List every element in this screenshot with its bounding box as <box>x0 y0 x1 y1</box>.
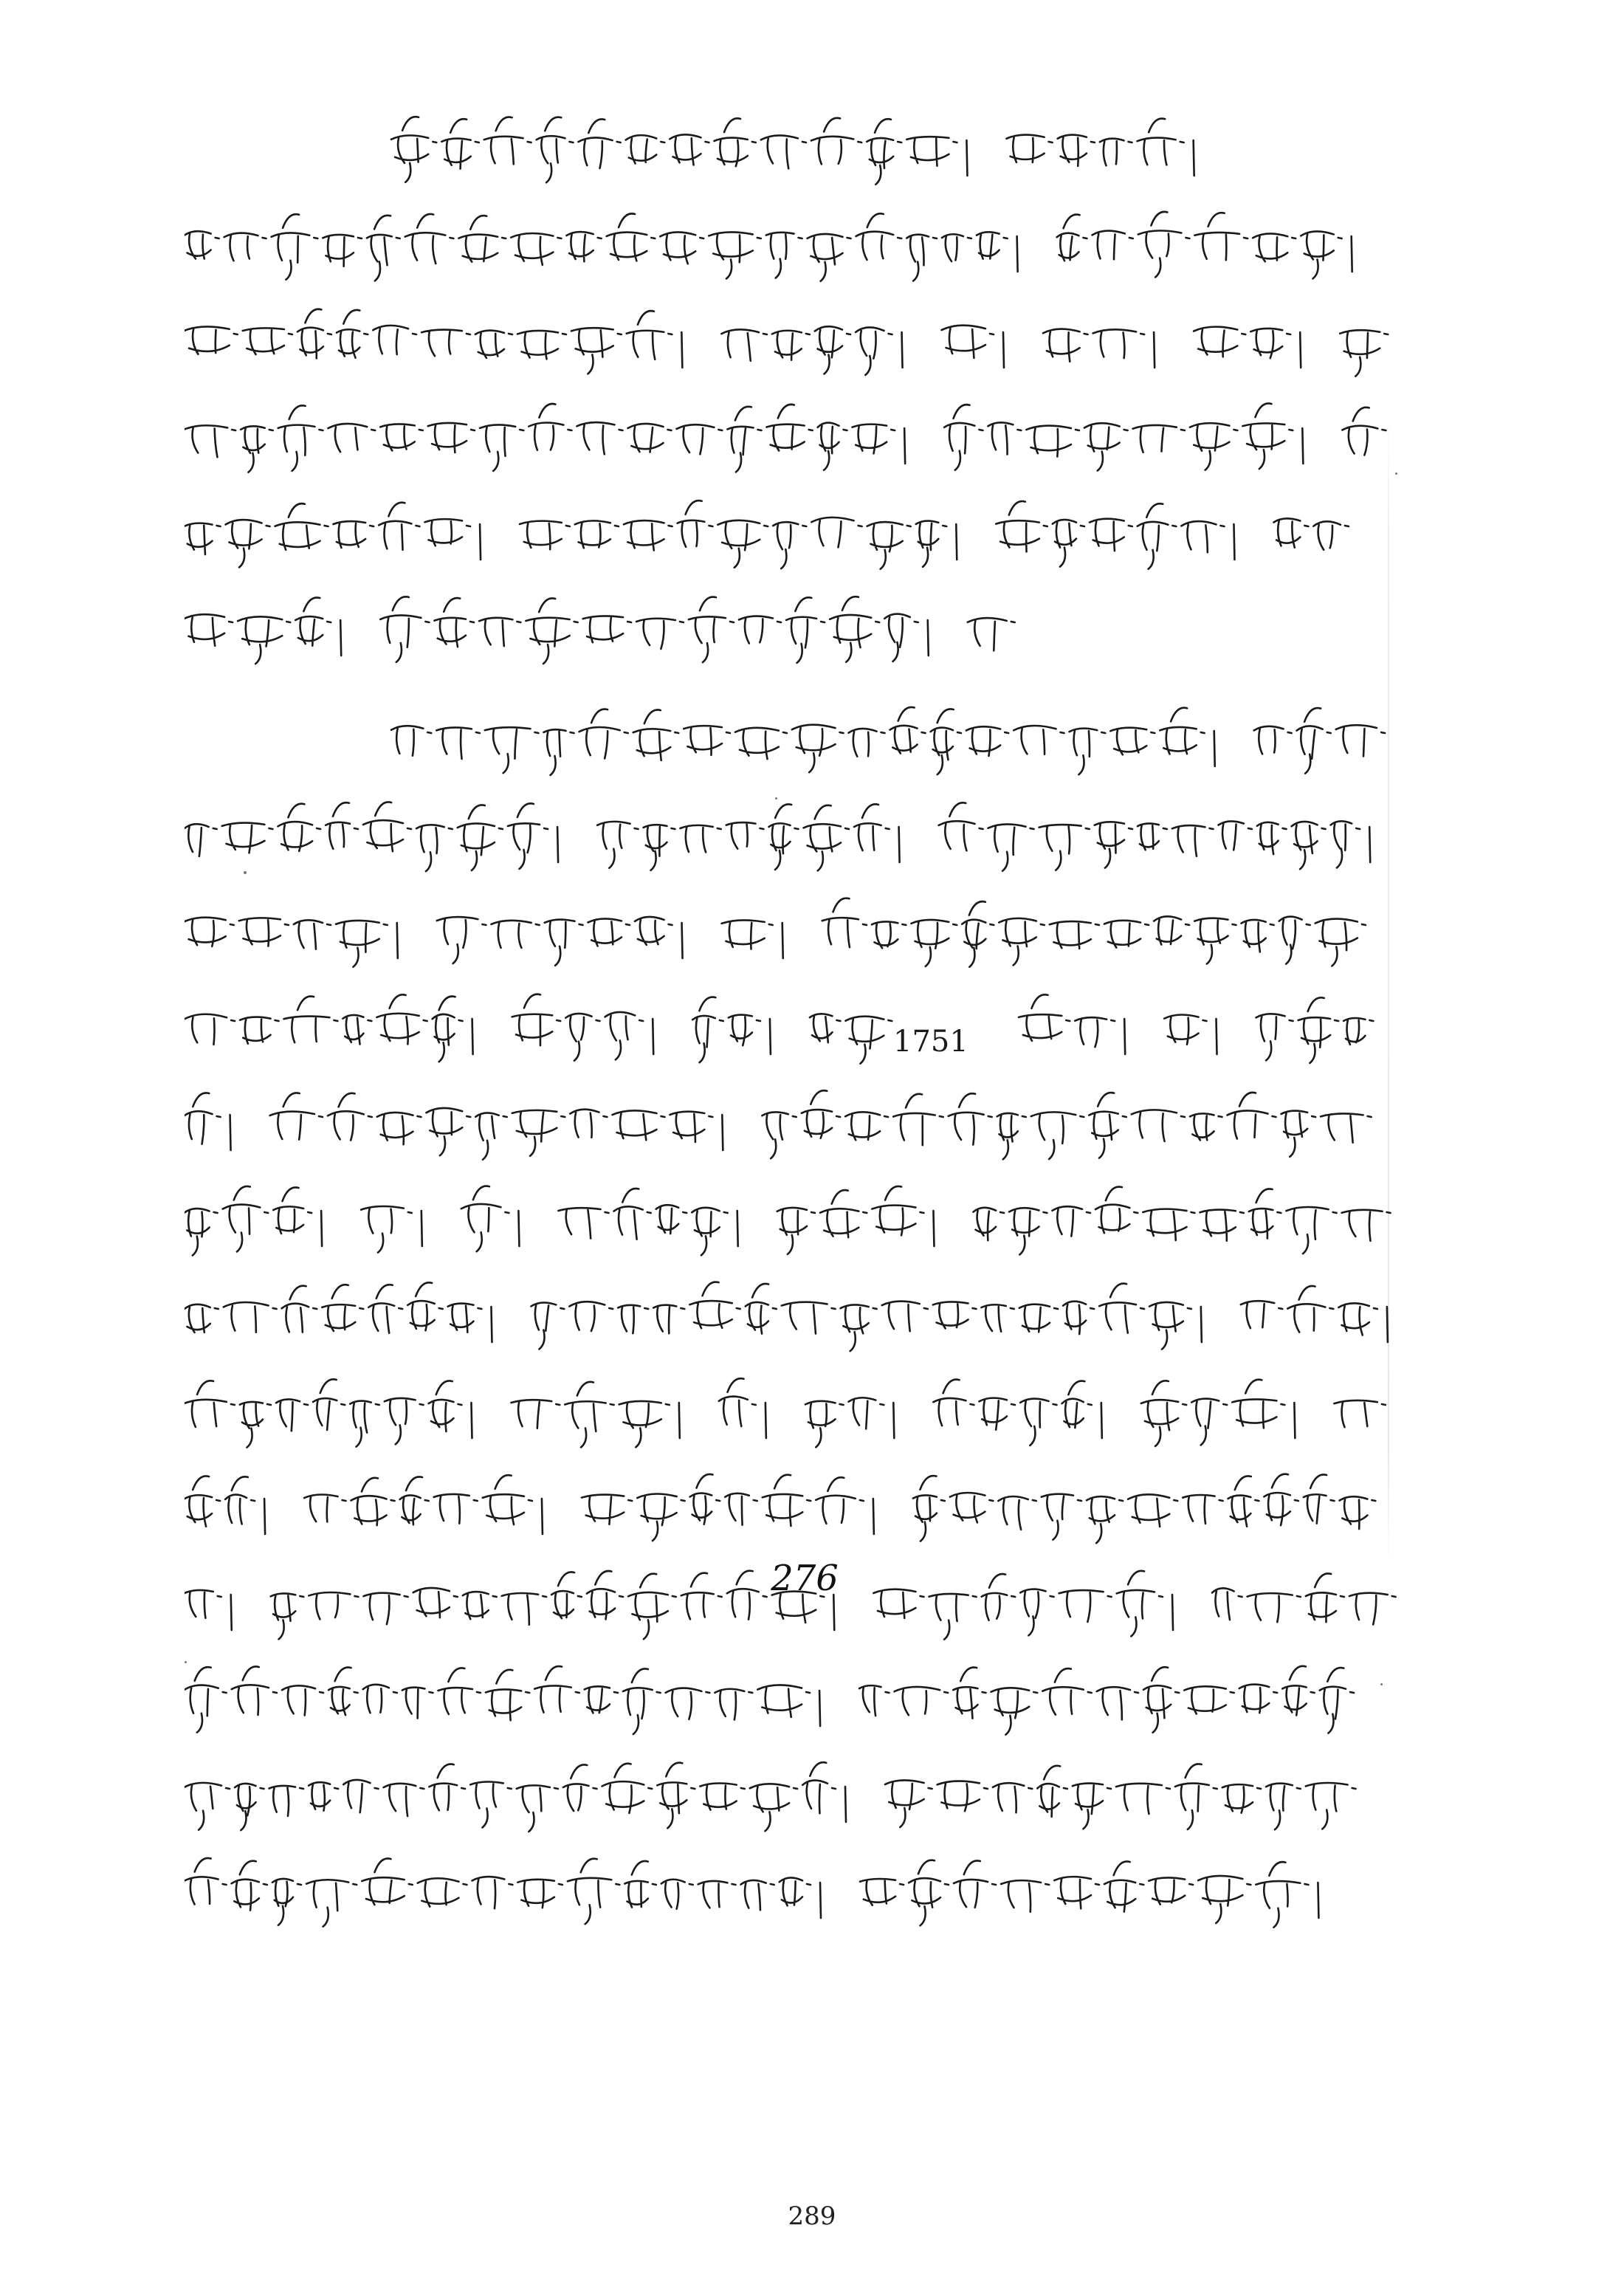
handwritten-line <box>185 1085 1484 1189</box>
scan-speck <box>185 1661 187 1663</box>
handwritten-line <box>185 303 1484 406</box>
handwritten-line <box>185 1373 1484 1476</box>
handwritten-line <box>185 207 1484 310</box>
handwritten-line <box>185 495 1484 598</box>
scan-speck <box>1395 472 1397 475</box>
inner-page-number: 276 <box>771 1558 839 1599</box>
handwritten-line <box>185 989 1484 1093</box>
handwritten-line <box>185 797 1484 901</box>
handwritten-line <box>185 111 1484 214</box>
handwritten-line <box>185 399 1484 502</box>
handwritten-line <box>185 1853 1484 1956</box>
handwritten-line <box>185 1277 1484 1381</box>
handwritten-line <box>185 1469 1484 1572</box>
scan-speck <box>775 797 777 800</box>
handwritten-line <box>185 701 1484 805</box>
page-number: 289 <box>788 2201 836 2231</box>
year-numeral: 1751 <box>893 1025 968 1059</box>
handwritten-line <box>185 1661 1484 1764</box>
handwritten-line <box>185 591 1484 694</box>
handwritten-line <box>185 893 1484 997</box>
scan-speck <box>1380 1683 1383 1685</box>
handwritten-line <box>185 1757 1484 1860</box>
handwritten-line <box>185 1181 1484 1285</box>
scan-speck <box>244 871 247 874</box>
